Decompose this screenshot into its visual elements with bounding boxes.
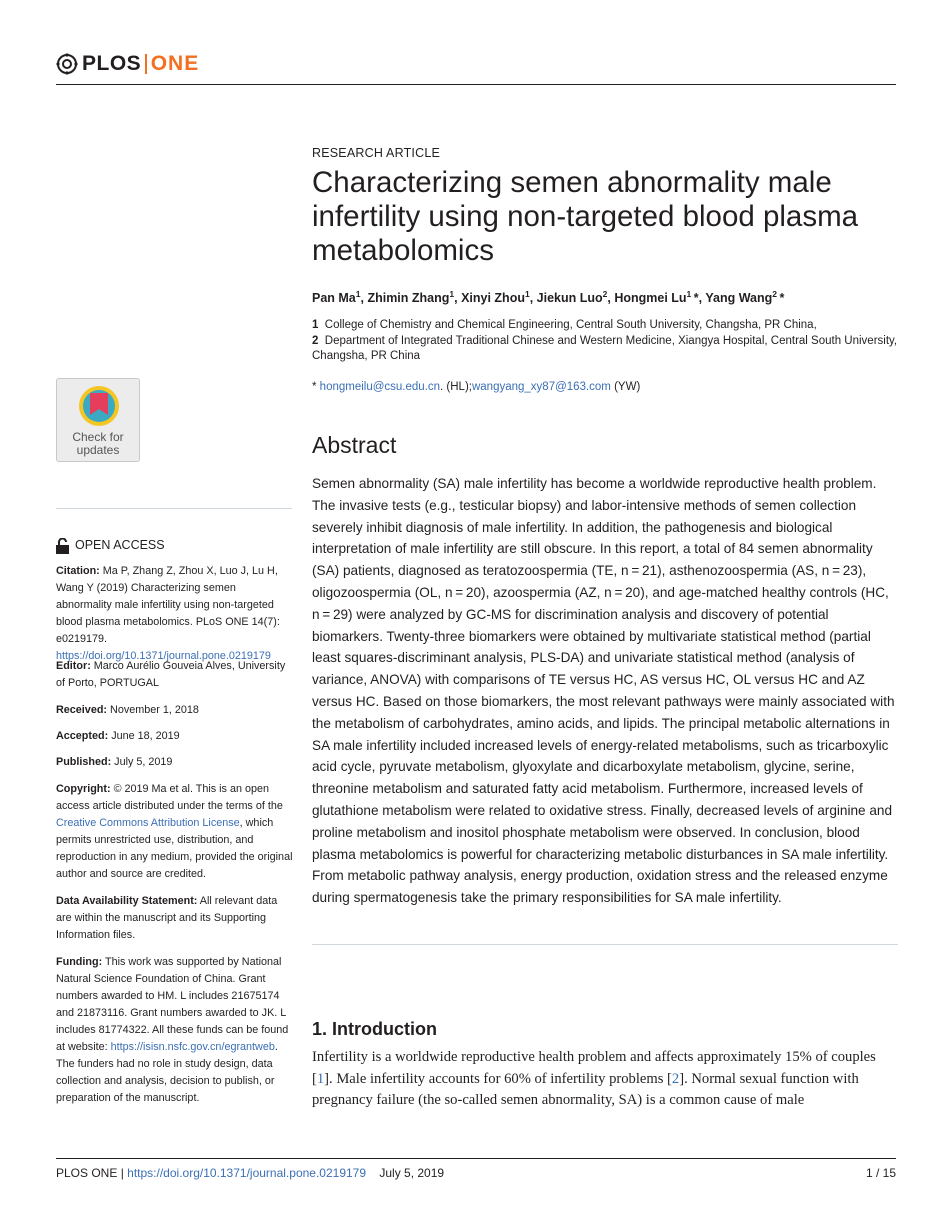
- check-for-updates-icon: [57, 379, 141, 431]
- corresponding-star: *: [312, 381, 320, 393]
- affiliation-text: College of Chemistry and Chemical Engineering, Central South University, Changsha, PR China,: [324, 319, 817, 331]
- data-availability-label: Data Availability Statement:: [56, 895, 198, 907]
- open-access-label: OPEN ACCESS: [75, 538, 165, 552]
- check-for-updates-badge[interactable]: [56, 378, 140, 462]
- editor-label: Editor:: [56, 660, 91, 672]
- published-block: [56, 754, 294, 771]
- citation-label: Citation:: [56, 565, 100, 577]
- introduction-text: [312, 1047, 898, 1112]
- abstract-rule: [312, 944, 898, 945]
- affiliation-item: [312, 318, 898, 334]
- intro-text-part: ]. Normal sexual function with pregnancy failure (the so-called semen abnormality, SA) is a common cause of male: [312, 1070, 859, 1108]
- footer-doi-link[interactable]: https://doi.org/10.1371/journal.pone.0219179: [127, 1166, 367, 1180]
- data-availability-block: [56, 893, 294, 944]
- correspondence: [312, 381, 898, 393]
- accepted-date: June 18, 2019: [108, 730, 180, 742]
- license-link[interactable]: Creative Commons Attribution License: [56, 817, 240, 829]
- received-label: Received:: [56, 704, 108, 716]
- introduction-heading: 1. Introduction: [312, 1019, 437, 1039]
- author-sep: ,: [454, 291, 462, 306]
- article-type: RESEARCH ARTICLE: [312, 146, 441, 160]
- author-name[interactable]: Hongmei Lu: [614, 291, 687, 306]
- open-lock-icon: [56, 538, 69, 554]
- abstract-heading: Abstract: [312, 432, 397, 458]
- funding-link[interactable]: https://isisn.nsfc.gov.cn/egrantweb: [110, 1041, 275, 1053]
- funding-label: Funding:: [56, 956, 103, 968]
- badge-label: [57, 431, 139, 457]
- open-access: [56, 537, 294, 554]
- footer-separator: |: [117, 1166, 128, 1180]
- accepted-block: [56, 728, 294, 745]
- received-date: November 1, 2018: [107, 704, 199, 716]
- plos-logo-icon: [56, 53, 78, 75]
- affiliation-number: 2: [312, 334, 319, 347]
- citation-doi-link[interactable]: https://doi.org/10.1371/journal.pone.0219179: [56, 650, 271, 662]
- copyright-text: © 2019 Ma et al. This is an open access article distributed under the terms of the: [56, 783, 283, 812]
- page-footer: [56, 1166, 896, 1180]
- author-affil-sup: 1: [686, 289, 692, 299]
- funding-block: [56, 954, 294, 1107]
- author-affil-sup: 1: [355, 289, 361, 299]
- published-label: Published:: [56, 756, 112, 768]
- article-title: Characterizing semen abnormality male infertility using non-targeted blood plasma metabolomics: [312, 166, 859, 267]
- copyright-label: Copyright:: [56, 783, 111, 795]
- footer-date: July 5, 2019: [379, 1166, 445, 1180]
- logo-one-text: ONE: [150, 52, 200, 75]
- email-link-yw[interactable]: wangyang_xy87@163.com: [471, 381, 611, 393]
- author-name[interactable]: Jiekun Luo: [536, 291, 603, 306]
- reference-link[interactable]: 2: [671, 1070, 680, 1087]
- accepted-label: Accepted:: [56, 730, 109, 742]
- author-name[interactable]: Yang Wang: [705, 291, 773, 306]
- author-affil-sup: 2: [602, 289, 608, 299]
- received-block: [56, 702, 294, 719]
- editor-block: [56, 658, 294, 692]
- author-name[interactable]: Zhimin Zhang: [367, 291, 450, 306]
- intro-text-part: ]. Male infertility accounts for 60% of infertility problems [: [324, 1070, 672, 1087]
- intro-text-part: Infertility is a worldwide reproductive health problem and affects approximately 15% of couples [: [312, 1049, 876, 1087]
- editor-text: Marco Aurélio Gouveia Alves, University of Porto, PORTUGAL: [56, 660, 286, 689]
- header-rule: [56, 84, 896, 85]
- author-sep: *,: [691, 291, 706, 306]
- badge-line: Check for: [72, 430, 124, 444]
- citation-text: Ma P, Zhang Z, Zhou X, Luo J, Lu H, Wang Y (2019) Characterizing semen abnormality male infertility using non-targeted blood plasma metabolomics. PLoS ONE 14(7): e0219179.: [56, 565, 280, 645]
- footer-journal: PLOS ONE: [56, 1166, 118, 1180]
- sidebar-rule: [56, 508, 292, 509]
- author-sep: ,: [607, 291, 615, 306]
- data-availability-text: All relevant data are within the manuscript and its Supporting Information files.: [56, 895, 278, 941]
- affiliation-number: 1: [312, 319, 319, 331]
- author-sep: ,: [529, 291, 537, 306]
- footer-left: [56, 1166, 448, 1180]
- journal-logo[interactable]: [56, 52, 199, 76]
- affiliation-list: [312, 318, 898, 365]
- footer-rule: [56, 1158, 896, 1159]
- citation-block: [56, 563, 294, 665]
- author-sep: ,: [360, 291, 368, 306]
- affiliation-text: Department of Integrated Traditional Chinese and Western Medicine, Xiangya Hospital, Central South University, Changsha, PR China: [312, 334, 898, 362]
- author-list: [312, 289, 898, 305]
- author-affil-sup: 2: [772, 289, 778, 299]
- email-link-hl[interactable]: hongmeilu@csu.edu.cn: [319, 381, 441, 393]
- reference-link[interactable]: 1: [316, 1070, 325, 1087]
- email-tag: (YW): [610, 381, 641, 393]
- affiliation-item: [312, 334, 898, 365]
- copyright-text: , which permits unrestricted use, distribution, and reproduction in any medium, provided the original author and source are credited.: [56, 817, 293, 880]
- author-name[interactable]: Xinyi Zhou: [461, 291, 525, 306]
- logo-divider: [145, 54, 147, 74]
- author-affil-sup: 1: [524, 289, 530, 299]
- logo-plos-text: PLOS: [82, 52, 142, 75]
- page-number: 1 / 15: [865, 1166, 896, 1180]
- author-name[interactable]: Pan Ma: [312, 291, 356, 306]
- copyright-block: [56, 781, 294, 883]
- funding-text: This work was supported by National Natural Science Foundation of China. Grant numbers awarded to HM. L includes 21675174 and 21873116. Grant numbers awarded to JK. L includes 81774322. All these funds can be found at website:: [56, 956, 289, 1053]
- author-sep: *: [777, 291, 785, 306]
- email-tag: . (HL);: [440, 381, 472, 393]
- badge-line: updates: [76, 443, 120, 457]
- author-affil-sup: 1: [449, 289, 455, 299]
- abstract-text: Semen abnormality (SA) male infertility has become a worldwide reproductive health problem. The invasive tests (e.g., testicular biopsy) and labor-intensive methods of semen collection severely inhibit diagnosis of male infertility. In addition, the pathogenesis and biological interpretation of male infertility are still obscure. In this report, a total of 84 semen abnormality (SA) patients, diagnosed as teratozoospermia (TE, n = 21), asthenozoospermia (AS, n = 23), oligozoospermia (OL, n = 20), azoospermia (AZ, n = 20), and age-matched healthy controls (HC, n = 29) were analyzed by GC-MS for discrimination analysis and discovery of potential biomarkers. Twenty-three biomarkers were obtained by multivariate statistical method (partial least squares-discriminant analysis, PLS-DA) and univariate statistical method (analysis of variance, ANOVA) with comparisons of TE versus HC, AS versus HC, OL versus HC and AZ versus HC. Based on those biomarkers, the most relevant pathways were mainly associated with the metabolism of carbohydrates, amino acids, and lipids. The principal metabolic alternations in SA male infertility included increased levels of energy-related metabolisms, such as tricarboxylic acid cycle, pyruvate metabolism, glyoxylate and dicarboxylate metabolism, glycine, serine, threonine metabolism and saturated fatty acid metabolism. Furthermore, increased levels of glutathione metabolism were related to oxidative stress. Finally, decreased levels of arginine and proline metabolism and inositol phosphate metabolism were observed. In conclusion, blood plasma metabolomics is powerful for characterizing metabolic disturbances in SA male infertility. From metabolic pathway analysis, energy production, oxidation stress and the released enzyme during spermatogenesis take the primary responsibilities for SA male infertility.: [312, 476, 895, 906]
- published-date: July 5, 2019: [111, 756, 173, 768]
- funding-text: . The funders had no role in study design, data collection and analysis, decision to publish, or preparation of the manuscript.: [56, 1041, 278, 1104]
